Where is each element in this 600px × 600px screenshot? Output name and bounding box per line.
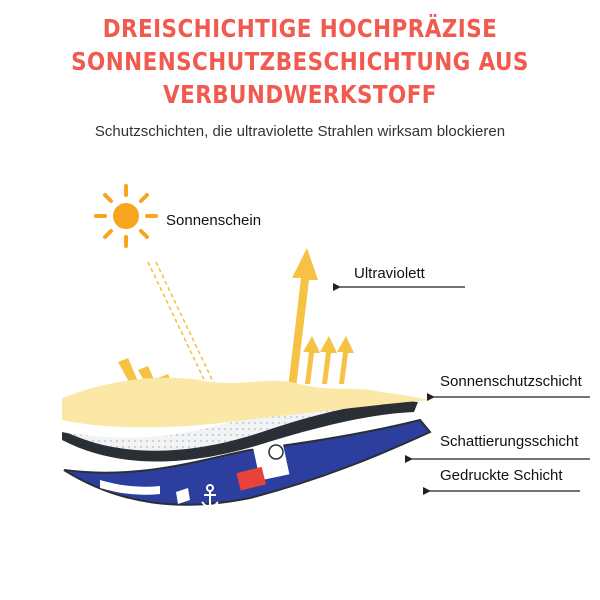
label-shading-layer: Schattierungsschicht — [440, 433, 579, 450]
headline-line-1: DREISCHICHTIGE HOCHPRÄZISE — [102, 14, 498, 43]
sun-icon — [96, 186, 156, 246]
label-sunscreen-layer: Sonnenschutzschicht — [440, 373, 582, 390]
label-printed-layer: Gedruckte Schicht — [440, 467, 563, 484]
label-sunshine: Sonnenschein — [166, 212, 262, 229]
label-ultraviolet: Ultraviolett — [354, 265, 425, 282]
sunlight-rays — [148, 262, 218, 392]
reflected-arrows — [288, 248, 354, 388]
headline-line-2: SONNENSCHUTZBESCHICHTUNG AUS — [71, 47, 529, 76]
subtitle: Schutzschichten, die ultraviolette Strahlen wirksam blockieren — [94, 123, 506, 140]
headline-line-3: VERBUNDWERKSTOFF — [163, 80, 437, 109]
